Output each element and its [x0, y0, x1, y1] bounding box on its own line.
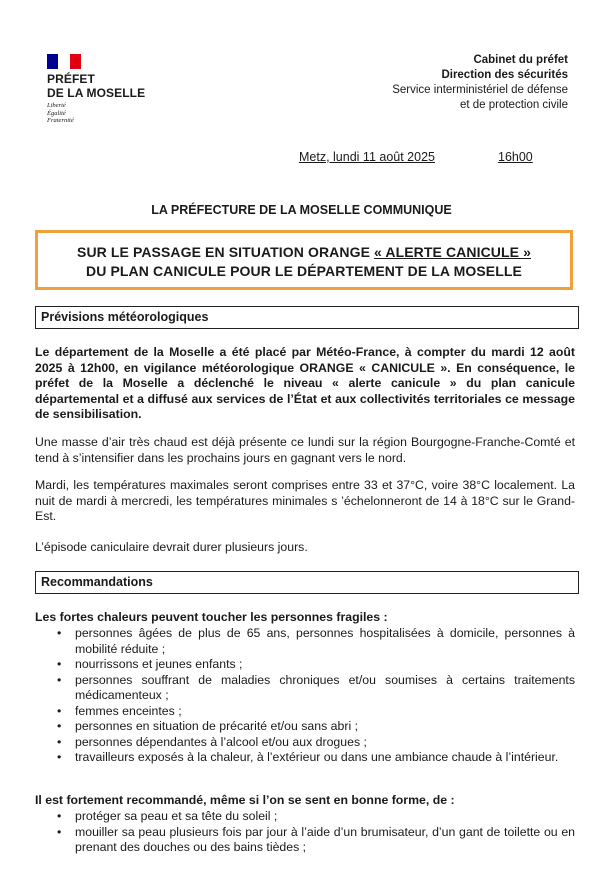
list-item: • mouiller sa peau plusieurs fois par jour à l’aide d’un brumisateur, d’un gant de toilette ou en prenant des douches ou des bains tièdes ; [57, 824, 575, 854]
paragraph-vigilance: Le département de la Moselle a été placé par Météo-France, à compter du mardi 12 août 2025 à 12h00, en vigilance météorologique ORANGE « CANICULE ». En conséquence, le préfet de la Moselle a déclenché le niveau « alerte canicule » du plan canicule départemental et a diffusé aux services de l’État et aux collectivités territoriales ce message de sensibilisation. [35, 345, 575, 421]
section-heading-previsions: Prévisions météorologiques [35, 306, 579, 329]
recommendation-intro: Il est fortement recommandé, même si l’on se sent en bonne forme, de : [35, 793, 455, 807]
bullet-icon: • [57, 626, 62, 640]
list-item: • personnes en situation de précarité et/ou sans abri ; [57, 719, 359, 733]
issuing-office: Cabinet du préfet Direction des sécurités Service interministériel de défense et de protection civile [392, 54, 568, 111]
republic-motto: Liberté Égalité Fraternité [47, 102, 74, 124]
bullet-icon: • [57, 734, 62, 749]
list-item: • personnes souffrant de maladies chroniques et/ou soumises à certains traitements médicamenteux ; [57, 672, 575, 702]
communique-heading: LA PRÉFECTURE DE LA MOSELLE COMMUNIQUE [151, 203, 452, 217]
place-date: Metz, lundi 11 août 2025 [299, 150, 435, 164]
list-item: • personnes dépendantes à l’alcool et/ou aux drogues ; [57, 734, 367, 749]
bullet-icon: • [57, 672, 62, 687]
section-heading-recommandations: Recommandations [35, 571, 579, 594]
marianne-flag-logo [47, 54, 81, 69]
press-release-title: SUR LE PASSAGE EN SITUATION ORANGE « ALERTE CANICULE » DU PLAN CANICULE POUR LE DÉPARTEMENT DE LA MOSELLE [35, 230, 573, 290]
vulnerable-people-list [35, 626, 575, 766]
prefecture-name: PRÉFET DE LA MOSELLE [47, 72, 146, 100]
list-item: • nourrissons et jeunes enfants ; [57, 657, 243, 671]
bullet-icon: • [57, 703, 62, 718]
release-time: 16h00 [498, 150, 533, 164]
bullet-icon: • [57, 719, 62, 733]
paragraph-duration: L’épisode caniculaire devrait durer plusieurs jours. [35, 540, 308, 554]
list-item: • protéger sa peau et sa tête du soleil ; [57, 809, 278, 823]
paragraph-air-mass: Une masse d’air très chaud est déjà présente ce lundi sur la région Bourgogne-Franche-Comté et tend à s’intensifier dans les prochains jours en gagnant vers le nord. [35, 435, 575, 465]
list-item: • femmes enceintes ; [57, 703, 182, 718]
vulnerable-intro: Les fortes chaleurs peuvent toucher les personnes fragiles : [35, 610, 388, 624]
recommendation-list [35, 809, 575, 856]
list-item: • personnes âgées de plus de 65 ans, personnes hospitalisées à domicile, personnes à mobilité réduite ; [57, 626, 575, 656]
paragraph-temperatures: Mardi, les températures maximales seront comprises entre 33 et 37°C, voire 38°C localement. La nuit de mardi à mercredi, les températures minimales s ’échelonneront de 14 à 18°C sur le Grand-Est. [35, 478, 575, 523]
bullet-icon: • [57, 824, 62, 839]
bullet-icon: • [57, 657, 62, 671]
bullet-icon: • [57, 809, 62, 823]
alert-highlight: « ALERTE CANICULE » [374, 244, 531, 260]
bullet-icon: • [57, 750, 62, 764]
list-item: • travailleurs exposés à la chaleur, à l’extérieur ou dans une ambiance chaude à l’intérieur. [57, 750, 559, 764]
